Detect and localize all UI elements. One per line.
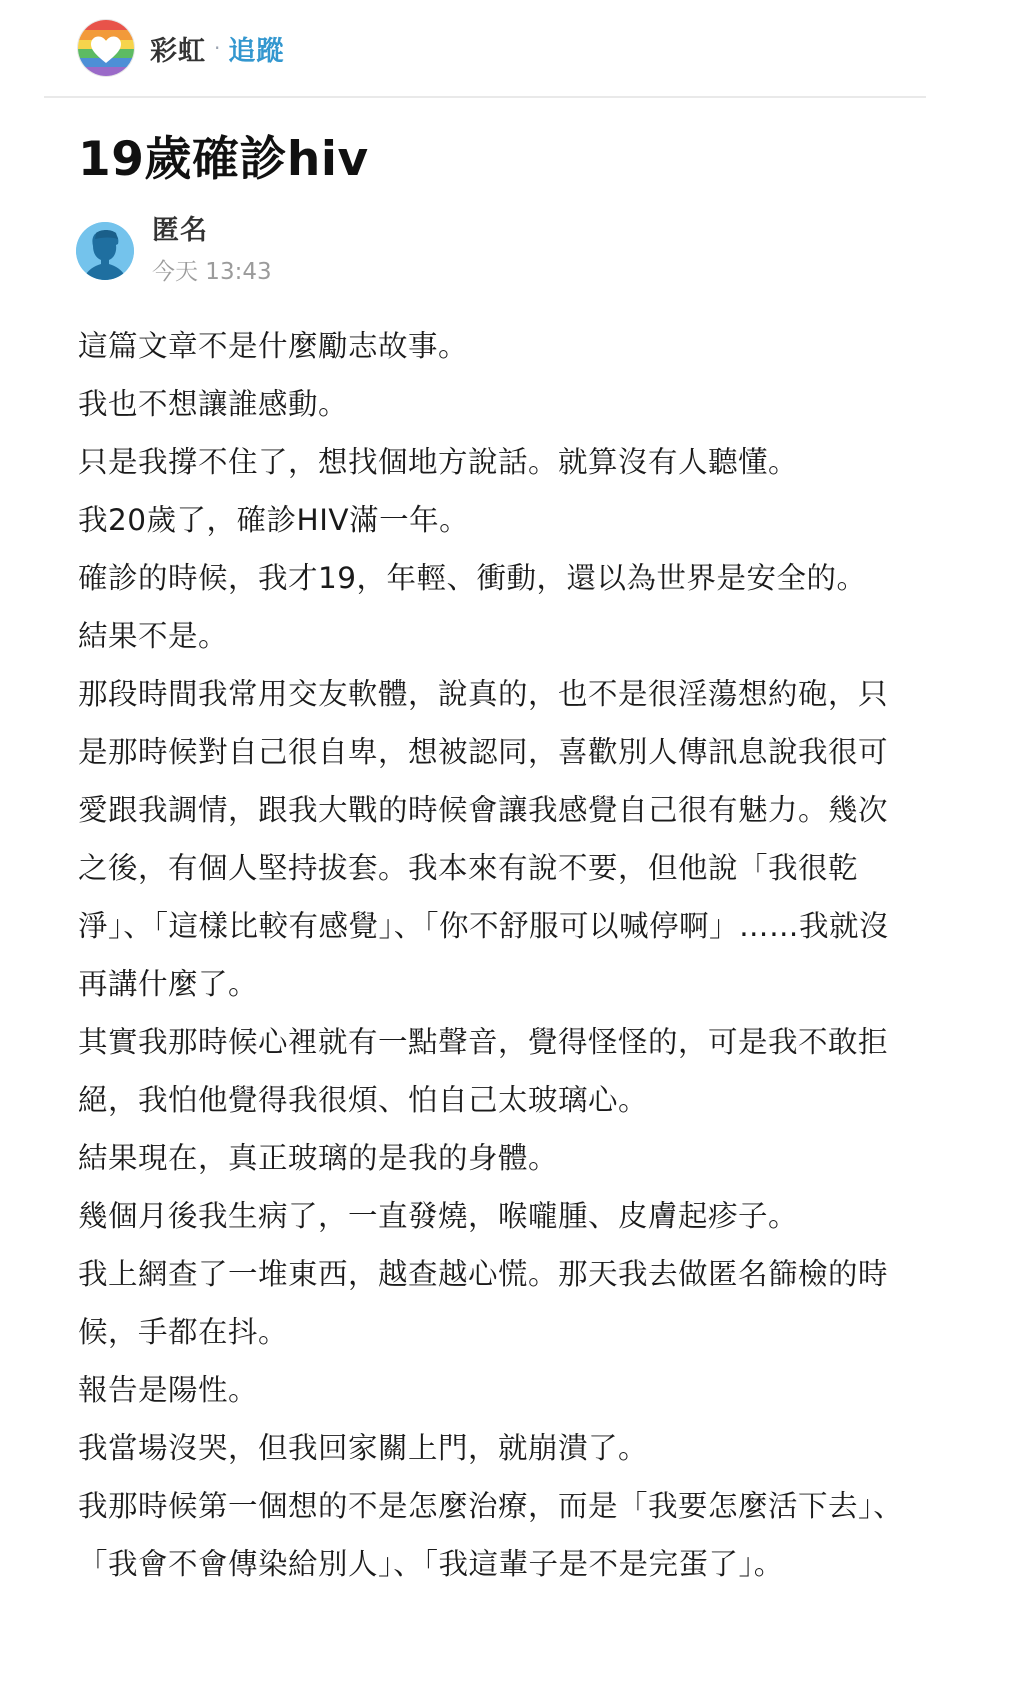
board-header [78,18,284,78]
author-name: 匿名 [152,215,208,246]
paragraph: 結果現在，真正玻璃的是我的身體。 [78,1141,559,1175]
follow-button[interactable]: 追蹤 [228,35,285,67]
author-meta [152,214,272,286]
post-title: 19歲確診hiv [78,132,369,187]
paragraph: 報告是陽性。 [78,1373,259,1407]
paragraph: 結果不是。 [78,619,229,653]
paragraph: 我當場沒哭，但我回家關上門，就崩潰了。 [78,1431,649,1465]
post-timestamp: 今天 13:43 [152,259,272,285]
header-divider [44,96,926,98]
paragraph: 確診的時候，我才19，年輕、衝動，還以為世界是安全的。 [78,561,867,595]
paragraph: 我那時候第一個想的不是怎麼治療，而是「我要怎麼活下去」、「我會不會傳染給別人」、「我這輩子是不是完蛋了」。 [78,1489,904,1581]
paragraph: 那段時間我常用交友軟體，說真的，也不是很淫蕩想約砲，只是那時候對自己很自卑，想被認同，喜歡別人傳訊息說我很可愛跟我調情，跟我大戰的時候會讓我感覺自己很有魅力。幾次之後，有個人堅持拔套。我本來有說不要，但他說「我很乾淨」、「這樣比較有感覺」、「你不舒服可以喊停啊」……我就沒再講什麼了。 [78,677,890,1001]
paragraph: 我也不想讓誰感動。 [78,387,349,421]
anonymous-avatar-icon[interactable] [76,222,134,280]
post-body [78,317,908,1593]
author-row [76,214,272,286]
paragraph: 只是我撐不住了，想找個地方說話。就算沒有人聽懂。 [78,445,799,479]
paragraph: 這篇文章不是什麼勵志故事。 [78,329,469,363]
rainbow-heart-icon[interactable] [78,20,134,76]
paragraph: 其實我那時候心裡就有一點聲音，覺得怪怪的，可是我不敢拒絕，我怕他覺得我很煩、怕自己太玻璃心。 [78,1025,889,1117]
paragraph: 我上網查了一堆東西，越查越心慌。那天我去做匿名篩檢的時候，手都在抖。 [78,1257,889,1349]
paragraph: 我20歲了，確診HIV滿一年。 [78,503,470,537]
paragraph: 幾個月後我生病了，一直發燒，喉嚨腫、皮膚起疹子。 [78,1199,799,1233]
separator-dot: · [214,36,221,60]
board-name[interactable]: 彩虹 [150,35,206,67]
